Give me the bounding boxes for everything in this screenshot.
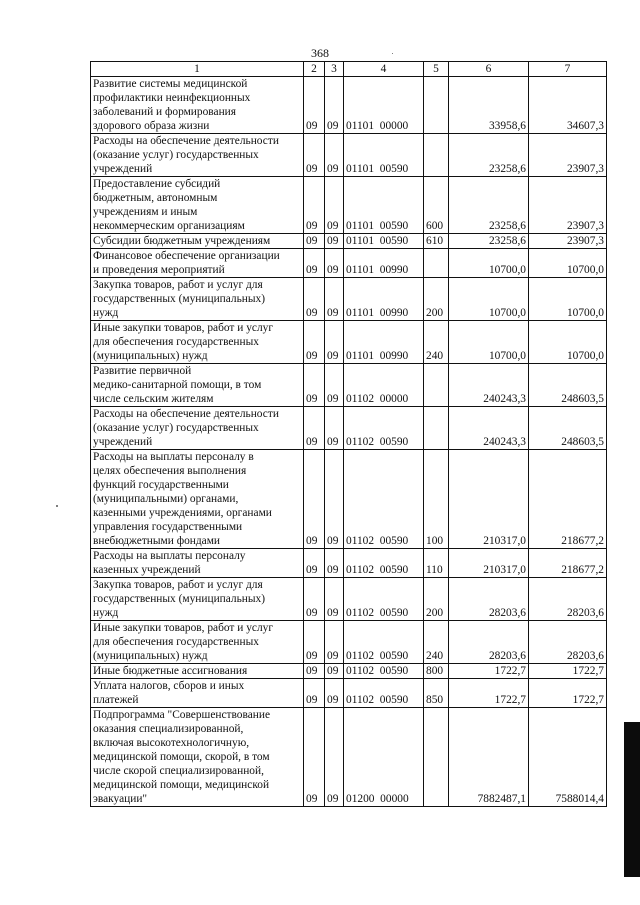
row-value-cell: 248603,5 — [529, 407, 607, 450]
row-value-cell: 09 — [325, 364, 344, 407]
row-value-cell: 10700,0 — [529, 321, 607, 364]
row-value-cell — [424, 407, 449, 450]
row-value-cell: 240 — [424, 621, 449, 664]
row-value-cell: 09 — [304, 321, 325, 364]
row-description-cell: Закупка товаров, работ и услуг для государственных (муниципальных) нужд — [91, 278, 304, 321]
row-description-cell: Финансовое обеспечение организации и проведения мероприятий — [91, 249, 304, 278]
column-header: 6 — [449, 62, 529, 77]
table-row — [91, 134, 607, 177]
table-row — [91, 450, 607, 549]
row-value-cell: 200 — [424, 278, 449, 321]
table-row — [91, 249, 607, 278]
row-value-cell: 01102 00000 — [344, 364, 424, 407]
row-value-cell: 09 — [304, 679, 325, 708]
row-value-cell: 01200 00000 — [344, 708, 424, 807]
row-value-cell: 09 — [304, 134, 325, 177]
row-value-cell: 09 — [325, 278, 344, 321]
table-row — [91, 621, 607, 664]
row-value-cell: 240 — [424, 321, 449, 364]
scan-speck — [56, 505, 58, 507]
column-header: 4 — [344, 62, 424, 77]
row-value-cell: 610 — [424, 234, 449, 249]
row-value-cell: 23258,6 — [449, 134, 529, 177]
row-value-cell — [424, 708, 449, 807]
row-value-cell — [424, 364, 449, 407]
row-value-cell: 09 — [304, 77, 325, 134]
row-value-cell: 01102 00590 — [344, 549, 424, 578]
row-value-cell: 09 — [325, 234, 344, 249]
row-value-cell: 09 — [325, 679, 344, 708]
row-value-cell: 23907,3 — [529, 134, 607, 177]
row-value-cell: 01101 00590 — [344, 134, 424, 177]
row-value-cell: 33958,6 — [449, 77, 529, 134]
row-description-cell: Расходы на выплаты персоналу в целях обеспечения выполнения функций государственными (муниципальными) органами, казенными учреждениями, органами управления государственными внебюджетными фондами — [91, 450, 304, 549]
row-description-cell: Расходы на обеспечение деятельности (оказание услуг) государственных учреждений — [91, 407, 304, 450]
column-header: 2 — [304, 62, 325, 77]
row-value-cell: 09 — [304, 278, 325, 321]
column-header: 3 — [325, 62, 344, 77]
row-value-cell: 09 — [325, 549, 344, 578]
row-value-cell: 09 — [304, 664, 325, 679]
row-value-cell — [424, 249, 449, 278]
row-value-cell: 850 — [424, 679, 449, 708]
table-row — [91, 177, 607, 234]
table-row — [91, 679, 607, 708]
row-value-cell: 09 — [325, 407, 344, 450]
row-value-cell: 09 — [325, 177, 344, 234]
row-value-cell: 240243,3 — [449, 407, 529, 450]
budget-table — [90, 61, 607, 807]
row-value-cell: 1722,7 — [529, 664, 607, 679]
row-value-cell: 28203,6 — [449, 621, 529, 664]
row-value-cell: 240243,3 — [449, 364, 529, 407]
row-value-cell: 01102 00590 — [344, 664, 424, 679]
row-value-cell: 23907,3 — [529, 234, 607, 249]
row-value-cell: 1722,7 — [449, 664, 529, 679]
row-value-cell: 100 — [424, 450, 449, 549]
row-value-cell: 09 — [304, 621, 325, 664]
row-value-cell: 600 — [424, 177, 449, 234]
row-description-cell: Иные закупки товаров, работ и услуг для обеспечения государственных (муниципальных) нужд — [91, 621, 304, 664]
row-value-cell: 218677,2 — [529, 450, 607, 549]
row-value-cell: 09 — [304, 708, 325, 807]
row-value-cell: 200 — [424, 578, 449, 621]
row-value-cell: 09 — [325, 77, 344, 134]
row-value-cell: 09 — [325, 450, 344, 549]
row-value-cell: 10700,0 — [449, 249, 529, 278]
row-value-cell: 09 — [325, 621, 344, 664]
table-header — [91, 62, 607, 77]
row-value-cell: 248603,5 — [529, 364, 607, 407]
row-value-cell: 09 — [304, 249, 325, 278]
row-value-cell: 09 — [325, 134, 344, 177]
row-value-cell: 210317,0 — [449, 450, 529, 549]
row-value-cell: 10700,0 — [449, 278, 529, 321]
row-value-cell: 10700,0 — [529, 249, 607, 278]
row-value-cell: 09 — [304, 450, 325, 549]
column-header: 5 — [424, 62, 449, 77]
row-value-cell: 09 — [325, 578, 344, 621]
row-value-cell: 23258,6 — [449, 177, 529, 234]
row-value-cell: 28203,6 — [529, 621, 607, 664]
row-value-cell: 01101 00590 — [344, 234, 424, 249]
row-value-cell: 01101 00990 — [344, 249, 424, 278]
scan-edge-mark — [624, 722, 640, 877]
row-description-cell: Иные бюджетные ассигнования — [91, 664, 304, 679]
row-value-cell: 10700,0 — [529, 278, 607, 321]
row-value-cell: 01101 00590 — [344, 177, 424, 234]
row-description-cell: Иные закупки товаров, работ и услуг для обеспечения государственных (муниципальных) нужд — [91, 321, 304, 364]
row-value-cell: 800 — [424, 664, 449, 679]
header-row — [91, 62, 607, 77]
row-description-cell: Закупка товаров, работ и услуг для государственных (муниципальных) нужд — [91, 578, 304, 621]
row-value-cell: 01102 00590 — [344, 679, 424, 708]
row-description-cell: Субсидии бюджетным учреждениям — [91, 234, 304, 249]
table-row — [91, 234, 607, 249]
column-header: 7 — [529, 62, 607, 77]
row-value-cell: 09 — [325, 249, 344, 278]
row-value-cell: 09 — [325, 664, 344, 679]
table-row — [91, 321, 607, 364]
row-value-cell: 7882487,1 — [449, 708, 529, 807]
table-row — [91, 278, 607, 321]
row-value-cell: 110 — [424, 549, 449, 578]
row-value-cell: 01101 00990 — [344, 278, 424, 321]
row-value-cell: 01101 00990 — [344, 321, 424, 364]
row-description-cell: Расходы на обеспечение деятельности (оказание услуг) государственных учреждений — [91, 134, 304, 177]
scan-speck — [392, 53, 393, 54]
table-row — [91, 77, 607, 134]
row-value-cell: 01102 00590 — [344, 578, 424, 621]
row-value-cell: 09 — [325, 321, 344, 364]
row-value-cell: 09 — [304, 364, 325, 407]
row-value-cell: 09 — [304, 578, 325, 621]
row-description-cell: Развитие системы медицинской профилактики неинфекционных заболеваний и формирования здорового образа жизни — [91, 77, 304, 134]
row-value-cell: 10700,0 — [449, 321, 529, 364]
row-value-cell: 1722,7 — [449, 679, 529, 708]
page-number: 368 — [311, 46, 329, 60]
row-value-cell: 01102 00590 — [344, 621, 424, 664]
row-value-cell: 01102 00590 — [344, 407, 424, 450]
row-value-cell: 1722,7 — [529, 679, 607, 708]
row-value-cell: 28203,6 — [449, 578, 529, 621]
row-value-cell: 23258,6 — [449, 234, 529, 249]
row-value-cell: 09 — [304, 407, 325, 450]
table-row — [91, 364, 607, 407]
row-value-cell — [424, 134, 449, 177]
row-description-cell: Развитие первичной медико-санитарной помощи, в том числе сельским жителям — [91, 364, 304, 407]
row-value-cell: 09 — [325, 708, 344, 807]
table-row — [91, 708, 607, 807]
row-value-cell: 01101 00000 — [344, 77, 424, 134]
row-value-cell: 09 — [304, 549, 325, 578]
table-row — [91, 578, 607, 621]
row-value-cell: 09 — [304, 234, 325, 249]
row-description-cell: Предоставление субсидий бюджетным, автономным учреждениям и иным некоммерческим организациям — [91, 177, 304, 234]
row-description-cell: Уплата налогов, сборов и иных платежей — [91, 679, 304, 708]
table-row — [91, 549, 607, 578]
table-row — [91, 407, 607, 450]
row-description-cell: Подпрограмма "Совершенствование оказания специализированной, включая высокотехнологичную, медицинской помощи, скорой, в том числе скорой специализированной, медицинской помощи, медицинской эвакуации" — [91, 708, 304, 807]
row-value-cell — [424, 77, 449, 134]
column-header: 1 — [91, 62, 304, 77]
row-value-cell: 210317,0 — [449, 549, 529, 578]
row-value-cell: 28203,6 — [529, 578, 607, 621]
row-value-cell: 01102 00590 — [344, 450, 424, 549]
row-value-cell: 218677,2 — [529, 549, 607, 578]
table-body — [91, 77, 607, 807]
row-value-cell: 23907,3 — [529, 177, 607, 234]
row-value-cell: 34607,3 — [529, 77, 607, 134]
row-description-cell: Расходы на выплаты персоналу казенных учреждений — [91, 549, 304, 578]
table-row — [91, 664, 607, 679]
row-value-cell: 09 — [304, 177, 325, 234]
row-value-cell: 7588014,4 — [529, 708, 607, 807]
